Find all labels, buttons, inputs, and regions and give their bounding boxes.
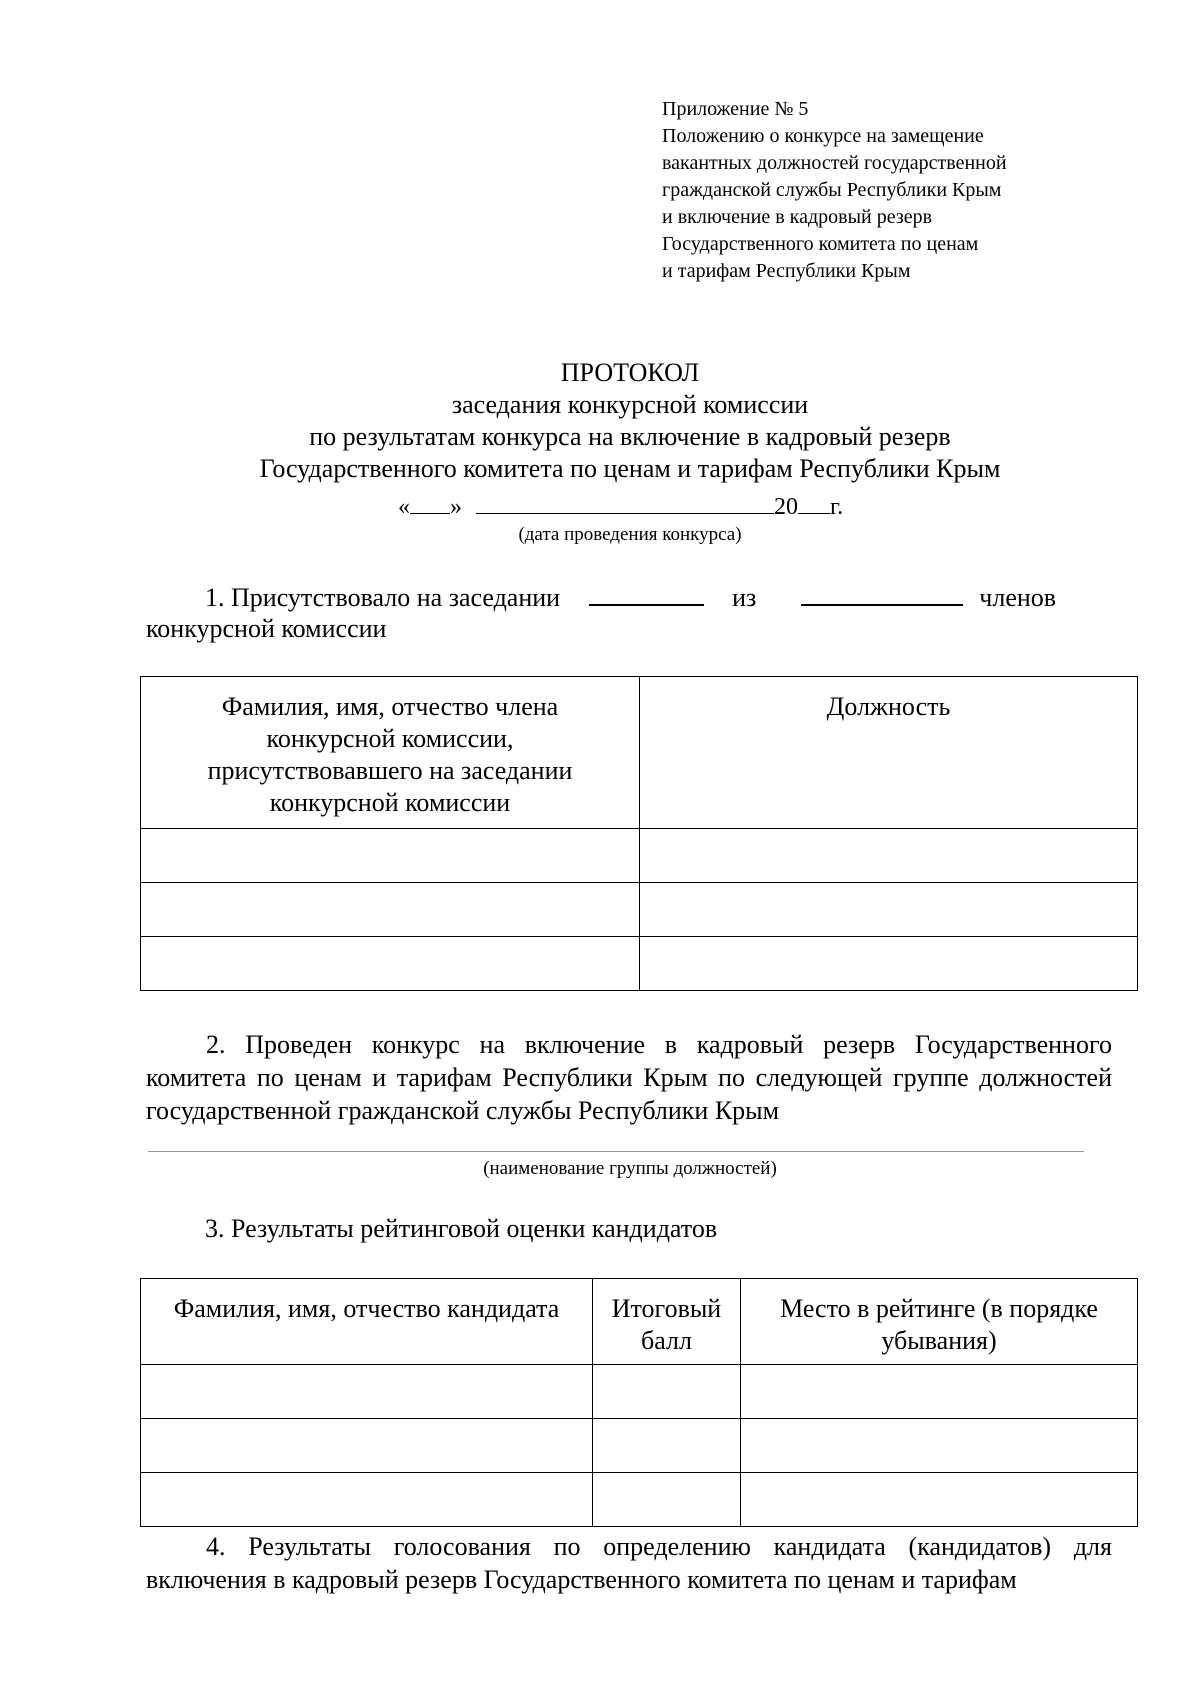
table-row (141, 1419, 1138, 1473)
year-suffix: г. (830, 494, 844, 520)
open-quote: « (398, 494, 410, 520)
appendix-line: Государственного комитета по ценам (662, 233, 979, 255)
header-total-score: Итоговый балл (593, 1279, 741, 1365)
table-cell[interactable] (741, 1365, 1138, 1419)
total-count-blank[interactable] (801, 580, 963, 606)
members-table (140, 676, 1138, 991)
section-4-text: 4. Результаты голосования по определению кандидата (кандидатов) для включения в кадровый резерв Государственного комитета по ценам и тарифам (146, 1532, 1112, 1594)
header-position: Должность (640, 677, 1138, 829)
month-blank[interactable] (476, 493, 774, 514)
section-1-line (205, 580, 1056, 613)
header-member-name: Фамилия, имя, отчество члена конкурсной комиссии, присутствовавшего на заседании конкурсной комиссии (141, 677, 640, 829)
table-cell[interactable] (141, 937, 640, 991)
appendix-line: и включение в кадровый резерв (662, 206, 933, 228)
day-blank[interactable] (410, 493, 450, 514)
table-cell[interactable] (593, 1473, 741, 1527)
present-count-blank[interactable] (589, 580, 704, 606)
year-blank[interactable] (798, 493, 830, 514)
section-1-mid: из (732, 583, 757, 612)
table-cell[interactable] (640, 883, 1138, 937)
title-heading: ПРОТОКОЛ (560, 358, 700, 387)
close-quote: » (450, 494, 462, 520)
section-2-text: 2. Проведен конкурс на включение в кадровый резерв Государственного комитета по ценам и тарифам Республики Крым по следующей группе должностей государственной гражданской службы Республики Крым (146, 1030, 1112, 1125)
table-cell[interactable] (141, 1473, 593, 1527)
appendix-note (662, 96, 1007, 285)
section-1-prefix: 1. Присутствовало на заседании (205, 583, 561, 612)
section-1-line2: конкурсной комиссии (146, 614, 387, 643)
title-line: Государственного комитета по ценам и тарифам Республики Крым (259, 454, 1001, 483)
date-caption: (дата проведения конкурса) (518, 524, 742, 545)
table-cell[interactable] (741, 1473, 1138, 1527)
table-row (141, 937, 1138, 991)
table-cell[interactable] (741, 1419, 1138, 1473)
appendix-line: Приложение № 5 (662, 98, 809, 120)
table-cell[interactable] (593, 1365, 741, 1419)
table-cell[interactable] (640, 829, 1138, 883)
table-cell[interactable] (593, 1419, 741, 1473)
table-cell[interactable] (141, 883, 640, 937)
document-title (0, 357, 1200, 485)
header-rank: Место в рейтинге (в порядке убывания) (741, 1279, 1138, 1365)
table-cell[interactable] (141, 829, 640, 883)
rating-table (140, 1278, 1138, 1527)
header-candidate-name: Фамилия, имя, отчество кандидата (141, 1279, 593, 1365)
table-cell[interactable] (640, 937, 1138, 991)
title-line: по результатам конкурса на включение в кадровый резерв (309, 422, 951, 451)
year-prefix: 20 (774, 494, 798, 520)
position-group-caption: (наименование группы должностей) (483, 1158, 777, 1179)
table-row (141, 829, 1138, 883)
table-row (141, 1365, 1138, 1419)
section-3-heading: 3. Результаты рейтинговой оценки кандидатов (205, 1214, 718, 1243)
appendix-line: Положению о конкурсе на замещение (662, 125, 984, 147)
title-line: заседания конкурсной комиссии (451, 390, 809, 419)
position-group-line[interactable] (148, 1151, 1084, 1152)
table-header-row (141, 1279, 1138, 1365)
table-header-row (141, 677, 1138, 829)
table-cell[interactable] (141, 1365, 593, 1419)
table-row (141, 883, 1138, 937)
date-line (398, 493, 843, 521)
appendix-line: и тарифам Республики Крым (662, 260, 911, 282)
appendix-line: вакантных должностей государственной (662, 152, 1007, 174)
table-row (141, 1473, 1138, 1527)
appendix-line: гражданской службы Республики Крым (662, 179, 1002, 201)
section-1-suffix: членов (979, 583, 1057, 612)
table-cell[interactable] (141, 1419, 593, 1473)
